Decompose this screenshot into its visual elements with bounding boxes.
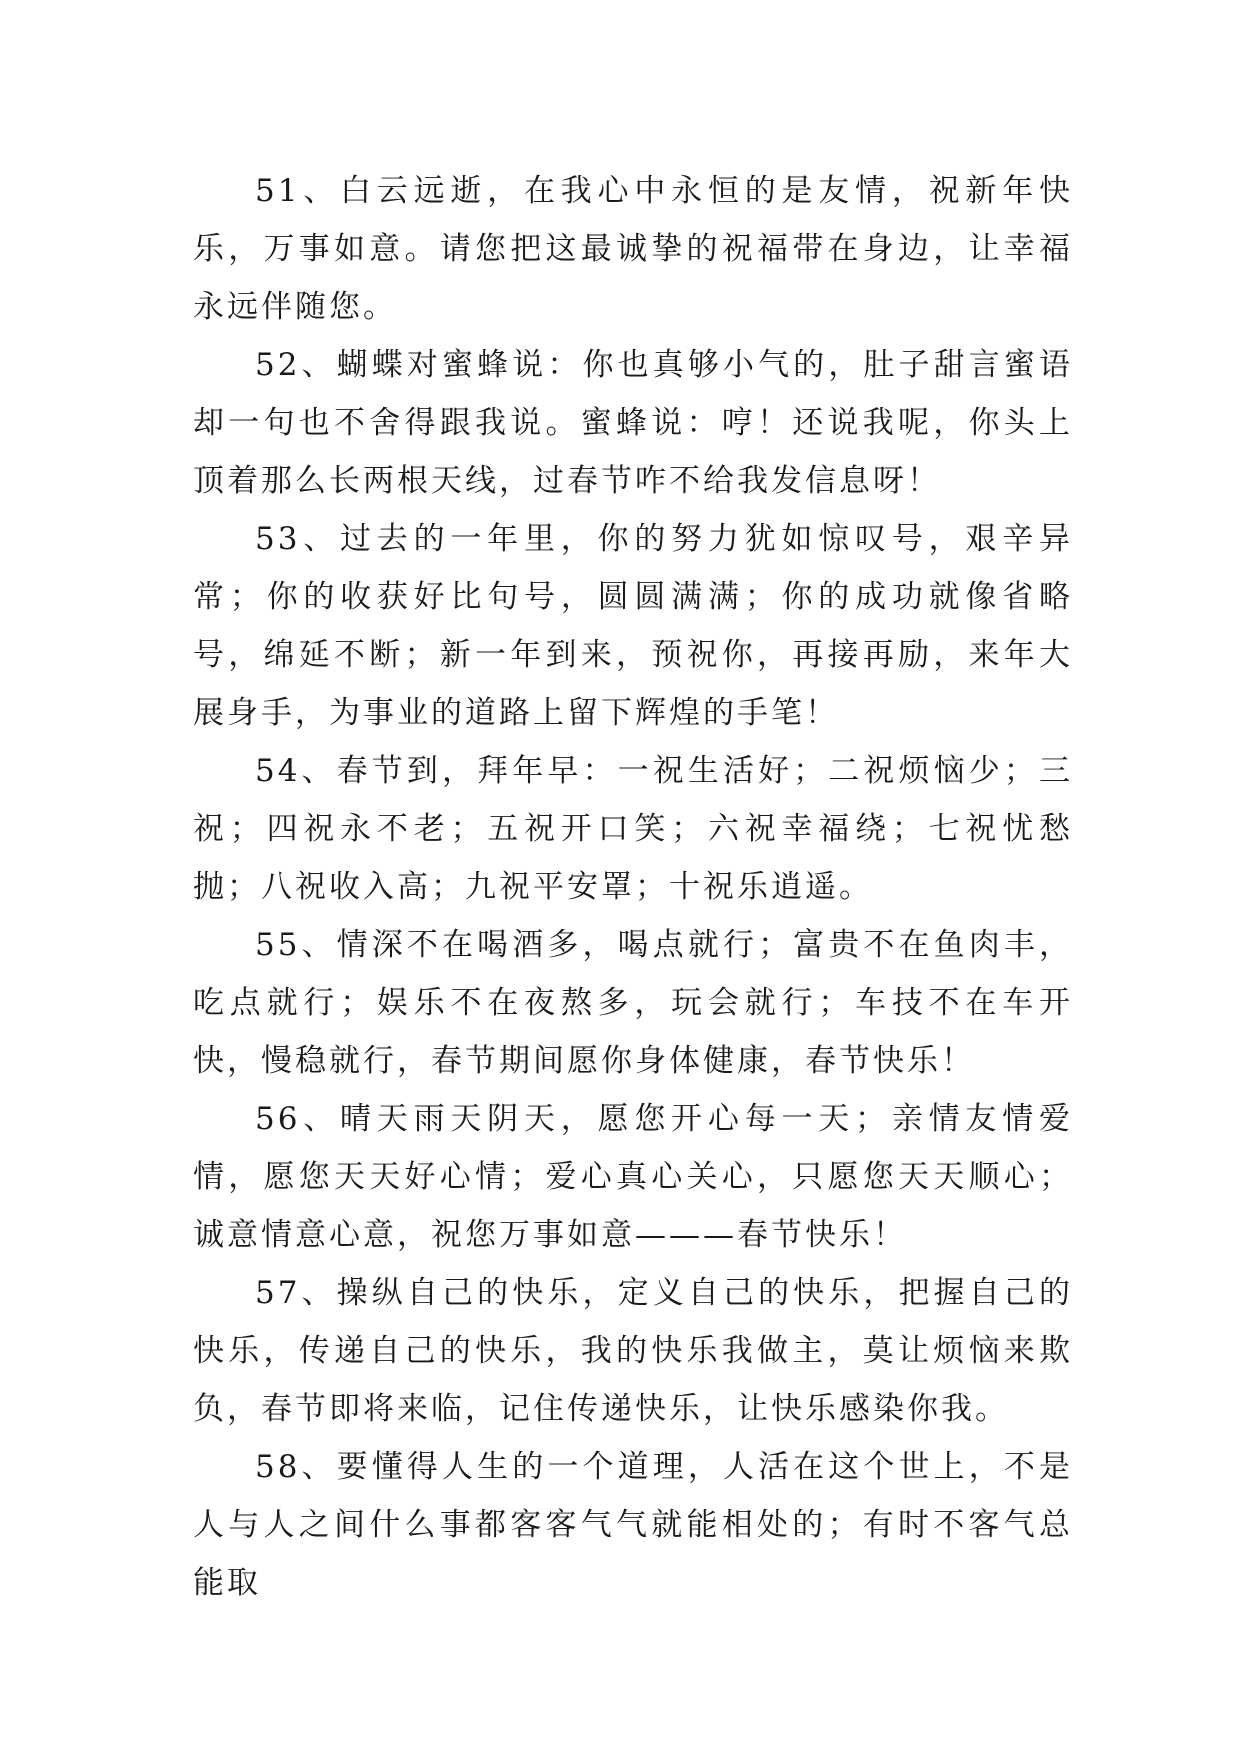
document-body [193,162,1073,1612]
paragraph-52: 52、蝴蝶对蜜蜂说：你也真够小气的，肚子甜言蜜语却一句也不舍得跟我说。蜜蜂说：哼！还说我呢，你头上顶着那么长两根天线，过春节咋不给我发信息呀！ [193,347,1073,499]
paragraph-56: 56、晴天雨天阴天，愿您开心每一天；亲情友情爱情，愿您天天好心情；爱心真心关心，只愿您天天顺心；诚意情意心意，祝您万事如意———春节快乐！ [193,1101,1073,1253]
paragraph-51: 51、白云远逝，在我心中永恒的是友情，祝新年快乐，万事如意。请您把这最诚挚的祝福带在身边，让幸福永远伴随您。 [193,173,1073,325]
paragraph-55: 55、情深不在喝酒多，喝点就行；富贵不在鱼肉丰，吃点就行；娱乐不在夜熬多，玩会就行；车技不在车开快，慢稳就行，春节期间愿你身体健康，春节快乐！ [193,927,1073,1079]
paragraph-58: 58、要懂得人生的一个道理，人活在这个世上，不是人与人之间什么事都客客气气就能相处的；有时不客气总能取 [193,1449,1073,1601]
paragraph-57: 57、操纵自己的快乐，定义自己的快乐，把握自己的快乐，传递自己的快乐，我的快乐我做主，莫让烦恼来欺负，春节即将来临，记住传递快乐，让快乐感染你我。 [193,1275,1073,1427]
paragraph-54: 54、春节到，拜年早：一祝生活好；二祝烦恼少；三祝；四祝永不老；五祝开口笑；六祝幸福绕；七祝忧愁抛；八祝收入高；九祝平安罩；十祝乐逍遥。 [193,753,1073,905]
paragraph-53: 53、过去的一年里，你的努力犹如惊叹号，艰辛异常；你的收获好比句号，圆圆满满；你的成功就像省略号，绵延不断；新一年到来，预祝你，再接再励，来年大展身手，为事业的道路上留下辉煌的手笔！ [193,521,1073,731]
